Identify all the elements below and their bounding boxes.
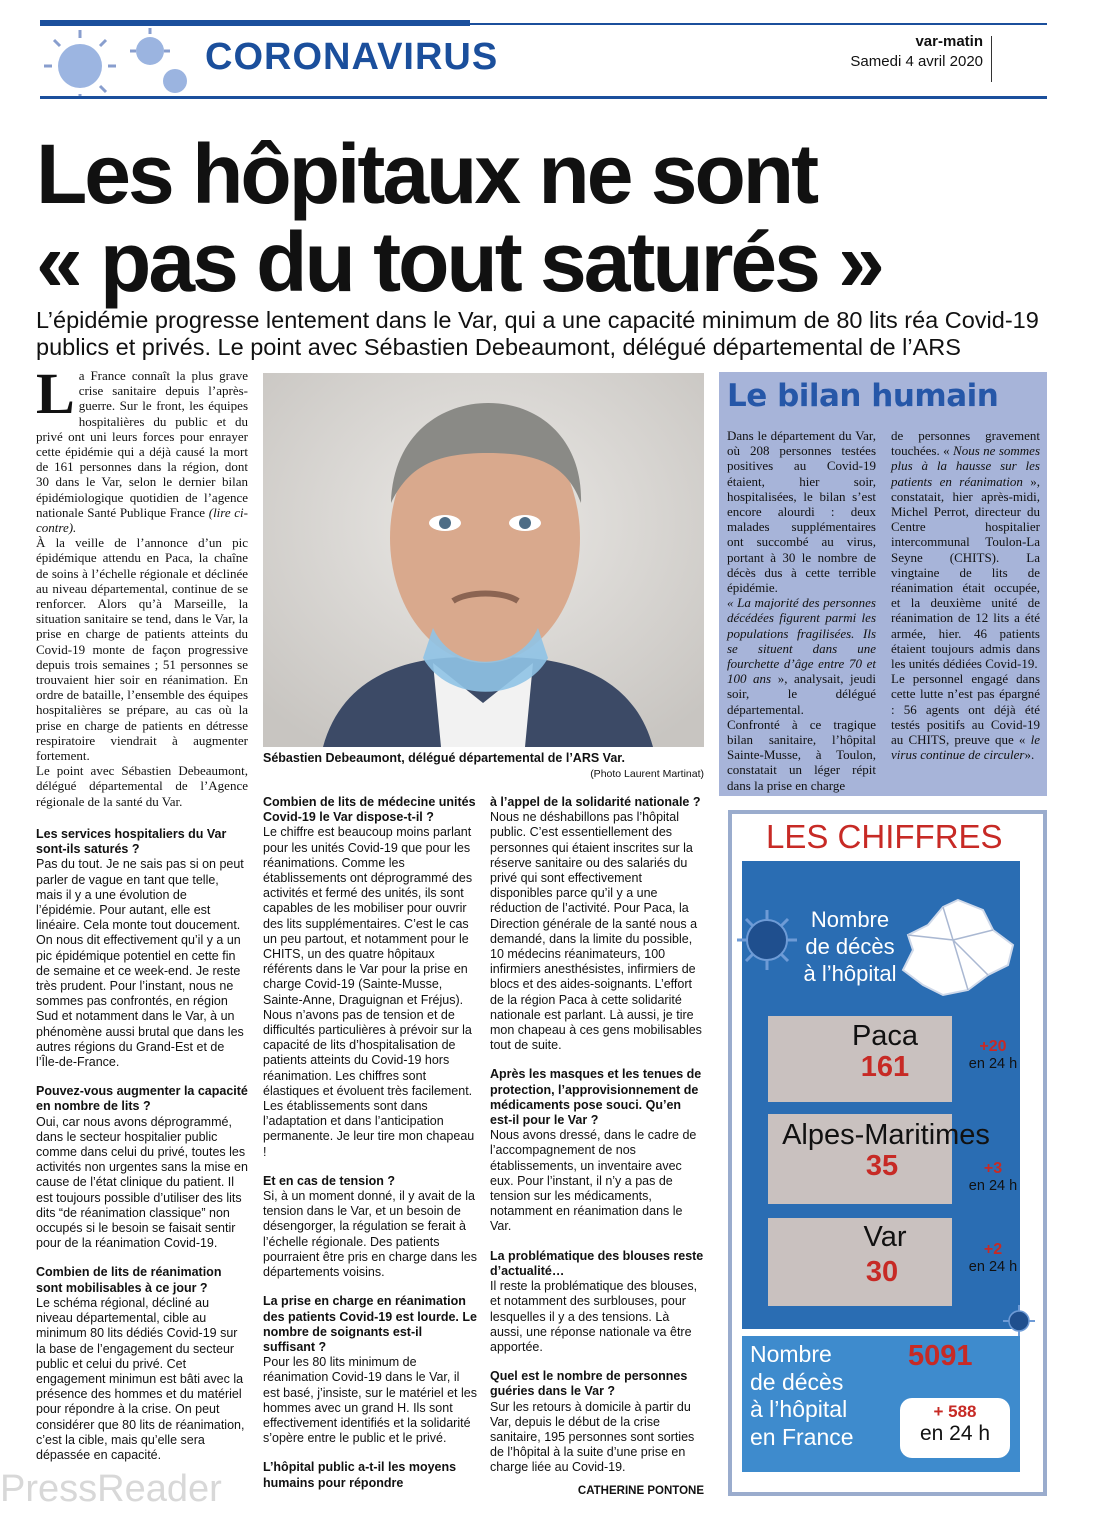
answer: Il reste la problématique des blouses, et notamment des surblouses, pour lesquelles il y a des tensions. Là aussi, une réponse nationale va être apportée.: [490, 1279, 698, 1354]
watermark: PressReader: [0, 1468, 222, 1510]
answer: Si, à un moment donné, il y avait de la tension dans le Var, et un besoin de désengorger, la régulation se ferait à l’échelle régionale. Des patients pourraient être pris en charge dans les départements voisins.: [263, 1189, 478, 1280]
stat-delta: +2 en 24 h: [968, 1241, 1018, 1275]
stat-value: 30: [865, 1256, 899, 1288]
stat-region-name: Alpes-Maritimes: [782, 1119, 990, 1151]
qa-column-1: [36, 827, 248, 1463]
stat-delta: +20 en 24 h: [968, 1038, 1018, 1072]
virus-icon-small: [1000, 1302, 1038, 1340]
answer: Le chiffre est beaucoup moins parlant pour les unités Covid-19 que pour les réanimations. Comme les établissements ont déprogrammé des activités et fermé des unités, ils sont capables de les mobiliser pour ouvrir des lits supplémentaires. C’est le cas un peu partout, et notamment pour le CHITS, un des quatre hôpitaux référents dans le Var pour la prise en charge Covid-19 (Sainte-Musse, Sainte-Anne, Draguignan et Fréjus). Nous n’avons pas de tension et de difficultés particulières à prévoir sur la capacité de lits d’hospitalisation de patients atteints du Covid-19 hors réanimation. Les chiffres sont élastiques et évoluent très facilement. Les établissements sont dans l’adaptation et dans l’anticipation permanente. Je leur tire mon chapeau !: [263, 825, 475, 1159]
author-signature: CATHERINE PONTONE: [577, 1485, 704, 1497]
headline-line-2: « pas du tout saturés »: [36, 215, 882, 309]
question: Combien de lits de réanimation sont mobilisables à ce jour ?: [36, 1265, 222, 1295]
answer: Oui, car nous avons déprogrammé, dans le secteur hospitalier public comme dans celui du privé, toutes les activités non urgentes sans la mise en cause de l’état clinique du patient. Il est toujours possible d’utiliser des lits dits “de réanimation classique” non occupés si le besoin se faisait sentir pour de la réanimation Covid-19.: [36, 1114, 248, 1251]
bilan-text: de personnes gravement touchées. « Nous ne sommes plus à la hausse sur les patients en réanimation », constatait, hier après-midi, Michel Perrot, directeur du Centre hospitalier intercommunal Toulon-La Seyne (CHITS). La vingtaine de lits de réanimation était occupée, et la deuxième unité de réanimation de 12 lits a été armée, hier. 46 patients étaient toujours admis dans les unités dédiées Covid-19.: [891, 428, 1041, 672]
question: Pouvez-vous augmenter la capacité en nombre de lits ?: [36, 1084, 248, 1114]
france-value: 5091: [908, 1340, 973, 1372]
stat-value: 35: [865, 1150, 899, 1182]
bilan-column-right: [891, 428, 1040, 762]
answer: Pas du tout. Je ne sais pas si on peut parler de vague en tant que telle, mais il y a une évolution de l’épidémie. Pour autant, elle est linéaire. Cela monte tout doucement. On nous dit effectivement qu’il y a un pic épidémique potentiel en cette fin de semaine et ce week-end. Je reste très prudent. Pour l’instant, nous ne sommes pas confrontés, en région Sud et notamment dans le Var, à un phénomène aussi brutal que dans les autres régions du Grand-Est et de l’Île-de-France.: [36, 857, 244, 1070]
question: Combien de lits de médecine unités Covid-19 le Var dispose-t-il ?: [263, 795, 476, 825]
bilan-text: « La majorité des personnes décédées figurent parmi les populations fragilisées. Ils se situent dans une fourchette d’âge entre 70 et 100 ans », analysait, jeudi soir, le délégué départemental.: [727, 595, 877, 717]
answer: Le schéma régional, décliné au niveau départemental, cible au minimum 80 lits dédiés Covid-19 sur la base de l’engagement du secteur public et celui du privé. Cet engagement minimun est bâti avec la présence des hommes et du matériel pour répondre à la crise. On peut considérer que 80 lits de réanimation, c’est la cible, mais qu’elle sera dépassée en capacité.: [36, 1295, 245, 1462]
bilan-column-left: [727, 428, 876, 793]
france-delta: + 588 en 24 h: [900, 1398, 1010, 1458]
stat-region-name: Var: [863, 1221, 907, 1253]
bilan-title: Le bilan humain: [727, 378, 999, 414]
virus-illustration: [40, 26, 200, 96]
qa-column-3: [490, 795, 704, 1476]
photo-credit: (Photo Laurent Martinat): [590, 768, 704, 780]
header-separator: [991, 36, 992, 82]
bilan-text: Dans le département du Var, où 208 personnes testées positives au Covid-19 étaient, hier soir, hospitalisées, le bilan s’est encore alourdi : deux malades supplémentaires ont succombé au virus, portant à 30 le nombre de décès dus à cette terrible épidémie.: [727, 428, 876, 596]
qa-column-2: [263, 795, 477, 1491]
headline: [36, 127, 1066, 309]
standfirst: L’épidémie progresse lentement dans le Var, qui a une capacité minimum de 80 lits réa Covid-19 publics et privés. Le point avec Sébastien Debeaumont, délégué départemental de l’ARS: [36, 307, 1039, 360]
question: Les services hospitaliers du Var sont-ils saturés ?: [36, 827, 227, 857]
bilan-text: Le personnel engagé dans cette lutte n’est pas épargné : 56 agents ont déjà été testés positifs au Covid-19 au CHITS, preuve que « le virus continue de circuler».: [891, 671, 1041, 763]
header-rule-bottom: [40, 96, 1047, 99]
intro-paragraph-3: Le point avec Sébastien Debeaumont, délégué départemental de l’Agence régionale de la santé du Var.: [36, 763, 248, 809]
intro-paragraph-2: À la veille de l’annonce d’un pic épidémique attendu en Paca, la chaîne de soins à l’échelle régionale et déclinée au niveau départemental, continue de se renforcer. Alors qu’à Marseille, la situation sanitaire se tend, dans le Var, la prise en charge de patients atteints du Covid-19 monte de façon progressive depuis trois semaines ; 51 personnes se trouvaient hier soir en réanimation. En ordre de bataille, l’ensemble des équipes hospitalières se prépare, au cas où la prise en charge de patients en détresse respiratoire viendrait à augmenter fortement.: [36, 535, 248, 764]
header-rule-thin: [470, 23, 1047, 25]
question: La prise en charge en réanimation des patients Covid-19 est lourde. Le nombre de soignants est-il suffisant ?: [263, 1294, 477, 1354]
newspaper-name: var-matin: [915, 33, 983, 50]
question: à l’appel de la solidarité nationale ?: [490, 795, 701, 809]
issue-date: Samedi 4 avril 2020: [850, 53, 983, 70]
question: Et en cas de tension ?: [263, 1173, 395, 1188]
answer: Pour les 80 lits minimum de réanimation Covid-19 dans le Var, il est basé, j’insiste, sur le matériel et les hommes avec un grand H. Ils sont effectivement identifiés et la solidarité s’opère entre le public et le privé.: [263, 1355, 477, 1446]
paca-map-icon: [898, 895, 1018, 1005]
headline-line-1: Les hôpitaux ne sont: [36, 127, 817, 221]
stat-delta: +3 en 24 h: [968, 1160, 1018, 1194]
question: Après les masques et les tenues de protection, l’approvisionnement de médicaments pose souci. Qu’en est-il pour le Var ?: [490, 1067, 702, 1128]
answer: Nous avons dressé, dans le cadre de l’accompagnement de nos établissements, un inventaire avec eux. Pour l’instant, il n’y a pas de tension sur les médicaments, notamment en réanimation dans le Var.: [490, 1128, 697, 1234]
intro-column: [36, 361, 248, 809]
answer: Sur les retours à domicile à partir du Var, depuis le début de la crise sanitaire, 195 personnes sont sorties de l’hôpital à la suite d’une prise en charge liée au Covid-19.: [490, 1399, 695, 1475]
dropcap: L: [36, 361, 75, 426]
bilan-text: Confronté à ce tragique bilan sanitaire, l’hôpital Sainte-Musse, à Toulon, constatait un léger répit dans la prise en charge: [727, 716, 876, 793]
question: L’hôpital public a-t-il les moyens humains pour répondre: [263, 1460, 457, 1490]
answer: Nous ne déshabillons pas l’hôpital public. C’est essentiellement des personnes qui étaient inscrites sur la réserve sanitaire ou des salariés du privé qui sont effectivement disponibles parce qu’il y a une réduction de l’activité. Pour Paca, la Direction générale de la santé nous a demandé, dans la limite du possible, 10 médecins réanimateurs, 100 infirmiers anesthésistes, infirmiers de blocs et des aides-soignants. L’effort de la région Paca à cette solidarité nationale est parlant. Là aussi, je tire mon chapeau à ces gens mobilisables tout de suite.: [490, 810, 702, 1053]
section-rubric: CORONAVIRUS: [205, 36, 499, 78]
stat-region-name: Paca: [851, 1020, 919, 1052]
deces-label: Nombre de décès à l’hôpital: [803, 907, 897, 986]
chiffres-title: LES CHIFFRES: [766, 818, 1003, 855]
question: La problématique des blouses reste d’actualité…: [490, 1248, 704, 1278]
photo-caption: Sébastien Debeaumont, délégué départemental de l’ARS Var.: [263, 751, 625, 765]
france-label: Nombre de décès à l’hôpital en France: [750, 1341, 854, 1450]
stat-value: 161: [860, 1051, 910, 1083]
portrait-photo: [263, 373, 704, 747]
question: Quel est le nombre de personnes guéries dans le Var ?: [490, 1369, 688, 1399]
intro-paragraph-1: a France connaît la plus grave crise sanitaire depuis l’après-guerre. Sur le front, les équipes hospitalières du public et du privé ont uni leurs forces pour enrayer cette épidémie qui a déjà causé la mort de 161 personnes dans la région, dont 30 dans le Var, selon le dernier bilan épidémiologique quotidien de l’agence nationale Santé Publique France (lire ci-contre).: [36, 368, 248, 536]
